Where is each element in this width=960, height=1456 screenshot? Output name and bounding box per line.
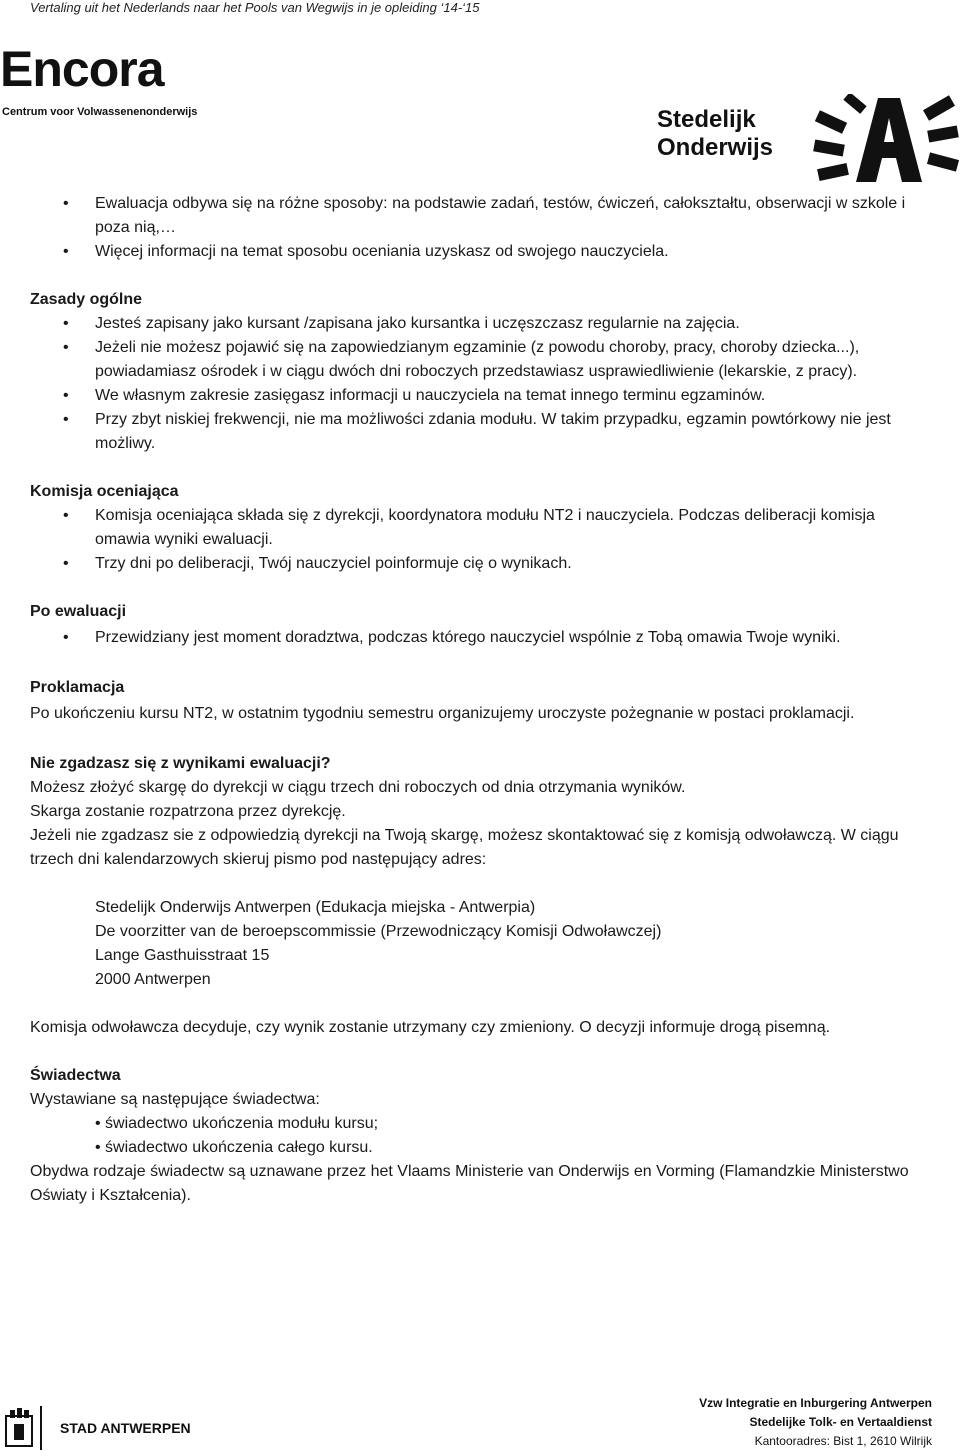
zasady-bullet-1: • Jesteś zapisany jako kursant /zapisana jako kursantka i uczęszczasz regularnie na zajęcia. <box>30 312 930 336</box>
zasady-bullet-3: • We własnym zakresie zasięgasz informacji u nauczyciela na temat innego terminu egzaminów. <box>30 384 930 408</box>
nie-line-3: Jeżeli nie zgadzasz sie z odpowiedzią dyrekcji na Twoją skargę, możesz skontaktować się z komisją odwoławczą. W ciągu trzech dni kalendarzowych skieruj pismo pod następujący adres: <box>30 827 899 868</box>
footer-divider <box>40 1406 42 1450</box>
footer-line-2: Stedelijke Tolk- en Vertaaldienst <box>749 1415 932 1429</box>
proklamacja-text: Po ukończeniu kursu NT2, w ostatnim tygodniu semestru organizujemy uroczyste pożegnanie w postaci proklamacji. <box>30 705 855 722</box>
encora-logo-name: Encora <box>0 41 164 97</box>
footer-contact <box>699 1394 932 1451</box>
address-line: Stedelijk Onderwijs Antwerpen (Edukacja miejska - Antwerpia) <box>95 899 536 916</box>
antwerp-a-logo-icon <box>812 94 960 186</box>
stad-antwerpen-logo: STAD ANTWERPEN <box>60 1420 191 1436</box>
city-crest-icon <box>2 1406 36 1454</box>
address-line: Lange Gasthuisstraat 15 <box>95 947 270 964</box>
translation-note: Vertaling uit het Nederlands naar het Pools van Wegwijs in je opleiding ‘14-‘15 <box>30 0 480 15</box>
heading-proklamacja: Proklamacja <box>30 679 125 696</box>
komisja-bullet-2: • Trzy dni po deliberacji, Twój nauczyciel poinformuje cię o wynikach. <box>30 552 930 576</box>
address-block <box>30 896 930 992</box>
so-line-2: Onderwijs <box>657 134 774 161</box>
zasady-bullet-2: • Jeżeli nie możesz pojawić się na zapowiedzianym egzaminie (z powodu choroby, pracy, choroby dziecka...), powiadamiasz ośrodek i w ciągu dwóch dni roboczych przedstawiasz usprawiedliwienie (lekarskie, z pracy). <box>30 336 930 384</box>
heading-nie-zgadzasz: Nie zgadzasz się z wynikami ewaluacji? <box>30 755 331 772</box>
address-line: 2000 Antwerpen <box>95 971 211 988</box>
swiadectwa-closing: Obydwa rodzaje świadectw są uznawane przez het Vlaams Ministerie van Onderwijs en Vorming (Flamandzkie Ministerstwo Oświaty i Kształcenia). <box>30 1163 909 1204</box>
nie-line-1: Możesz złożyć skargę do dyrekcji w ciągu trzech dni roboczych od dnia otrzymania wyników. <box>30 779 686 796</box>
swiadectwa-item-1: • świadectwo ukończenia modułu kursu; <box>95 1115 379 1132</box>
swiadectwa-intro: Wystawiane są następujące świadectwa: <box>30 1091 320 1108</box>
heading-po-ewaluacji: Po ewaluacji <box>30 603 127 620</box>
zasady-bullet-4: • Przy zbyt niskiej frekwencji, nie ma możliwości zdania modułu. W takim przypadku, egzamin powtórkowy nie jest możliwy. <box>30 408 930 456</box>
nie-line-2: Skarga zostanie rozpatrzona przez dyrekcję. <box>30 803 346 820</box>
intro-bullet-1: • Ewaluacja odbywa się na różne sposoby: na podstawie zadań, testów, ćwiczeń, całokształtu, obserwacji w szkole i poza nią,… <box>30 192 930 240</box>
komisja-bullet-1: • Komisja oceniająca składa się z dyrekcji, koordynatora modułu NT2 i nauczyciela. Podczas deliberacji komisja omawia wyniki ewaluacji. <box>30 504 930 552</box>
nie-closing: Komisja odwoławcza decyduje, czy wynik zostanie utrzymany czy zmieniony. O decyzji informuje drogą pisemną. <box>30 1019 831 1036</box>
footer-line-3: Kantooradres: Bist 1, 2610 Wilrijk <box>754 1434 932 1448</box>
footer-line-1: Vzw Integratie en Inburgering Antwerpen <box>699 1396 932 1410</box>
heading-zasady: Zasady ogólne <box>30 291 143 308</box>
heading-swiadectwa: Świadectwa <box>30 1067 121 1084</box>
stedelijk-onderwijs-logo-text <box>657 106 773 162</box>
heading-komisja: Komisja oceniająca <box>30 483 179 500</box>
po-bullet-1: • Przewidziany jest moment doradztwa, podczas którego nauczyciel wspólnie z Tobą omawia Twoje wyniki. <box>30 624 930 652</box>
so-line-1: Stedelijk <box>657 106 756 133</box>
swiadectwa-item-2: • świadectwo ukończenia całego kursu. <box>95 1139 373 1156</box>
document-body <box>30 192 930 1208</box>
encora-logo-subtitle: Centrum voor Volwassenenonderwijs <box>2 106 198 118</box>
intro-bullet-2: • Więcej informacji na temat sposobu oceniania uzyskasz od swojego nauczyciela. <box>30 240 930 264</box>
address-line: De voorzitter van de beroepscommissie (Przewodniczący Komisji Odwoławczej) <box>95 923 662 940</box>
